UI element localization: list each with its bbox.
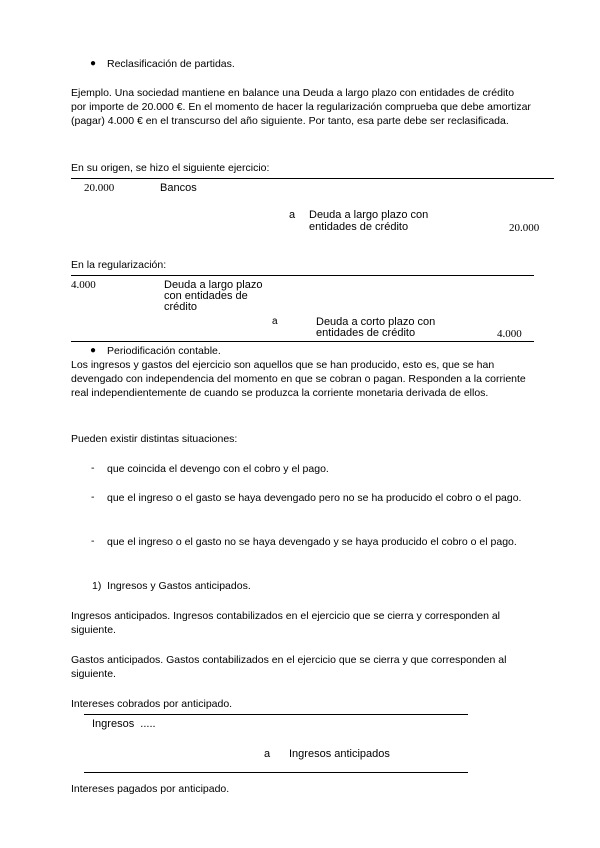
regularization-intro: En la regularización: [71, 259, 167, 271]
entry2-bottom-rule [71, 341, 534, 342]
situation-item: que el ingreso o el gasto no se haya devengado y se haya producido el cobro o el pago. [107, 536, 517, 548]
entry2-debit-account-2: con entidades de [164, 290, 248, 302]
entry3-top-rule [84, 714, 468, 715]
entry2-debit-amount: 4.000 [71, 279, 96, 291]
entry2-credit-account-1: Deuda a corto plazo con [316, 316, 436, 328]
bullet-dot: ● [90, 58, 97, 69]
dash-marker: - [91, 491, 95, 503]
entry1-credit-amount: 20.000 [509, 222, 540, 234]
entry3-debit-account: Ingresos ..... [92, 718, 156, 730]
ingresos-anticipados: Ingresos anticipados. Ingresos contabilizados en el ejercicio que se cierra y corresponden al siguiente. [71, 610, 500, 636]
entry1-debit-account: Bancos [160, 182, 197, 194]
gastos-anticipados: Gastos anticipados. Gastos contabilizados en el ejercicio que se cierra y que corresponden al siguiente. [71, 654, 507, 680]
entry3-credit-account: Ingresos anticipados [289, 748, 390, 760]
entry1-credit-account-2: entidades de crédito [309, 221, 409, 233]
situation-item: que coincida el devengo con el cobro y el pago. [107, 463, 329, 475]
intereses-cobrados: Intereses cobrados por anticipado. [71, 698, 233, 710]
entry2-credit-account-2: entidades de crédito [316, 327, 416, 339]
entry2-debit-account-3: crédito [164, 301, 198, 313]
situations-intro: Pueden existir distintas situaciones: [71, 433, 238, 445]
bullet-dot: ● [90, 345, 97, 356]
dash-marker: - [91, 462, 95, 474]
entry1-a: a [289, 209, 296, 221]
entry1-top-rule [71, 178, 554, 179]
intereses-pagados: Intereses pagados por anticipado. [71, 783, 230, 795]
entry2-top-rule [71, 275, 534, 276]
entry3-bottom-rule [84, 772, 468, 773]
dash-marker: - [91, 535, 95, 547]
origin-intro: En su origen, se hizo el siguiente ejercicio: [71, 162, 270, 174]
entry2-debit-account-1: Deuda a largo plazo [164, 279, 263, 291]
entry2-credit-amount: 4.000 [497, 328, 522, 340]
entry3-a: a [264, 748, 271, 760]
entry1-debit-amount: 20.000 [84, 182, 115, 194]
periodification-paragraph: Los ingresos y gastos del ejercicio son aquellos que se han producido, esto es, que se han devengado con independencia del momento en que se cobran o pagan. Responden a la corriente real independientemente de cuando se produzca la corriente monetaria derivada de ellos. [71, 359, 526, 399]
numbered-item: 1) Ingresos y Gastos anticipados. [92, 580, 251, 592]
situation-item: que el ingreso o el gasto se haya devengado pero no se ha producido el cobro o el pago. [107, 492, 522, 504]
entry1-credit-account-1: Deuda a largo plazo con [309, 209, 429, 221]
entry2-a: a [272, 316, 278, 327]
example-paragraph: Ejemplo. Una sociedad mantiene en balance una Deuda a largo plazo con entidades de crédito por importe de 20.000 €. En el momento de hacer la regularización comprueba que debe amortizar (pagar) 4.000 € en el transcurso del año siguiente. Por tanto, esa parte debe ser reclasificada. [71, 87, 531, 127]
bullet-periodificacion: Periodificación contable. [107, 345, 221, 357]
bullet-reclasificacion: Reclasificación de partidas. [107, 58, 235, 70]
